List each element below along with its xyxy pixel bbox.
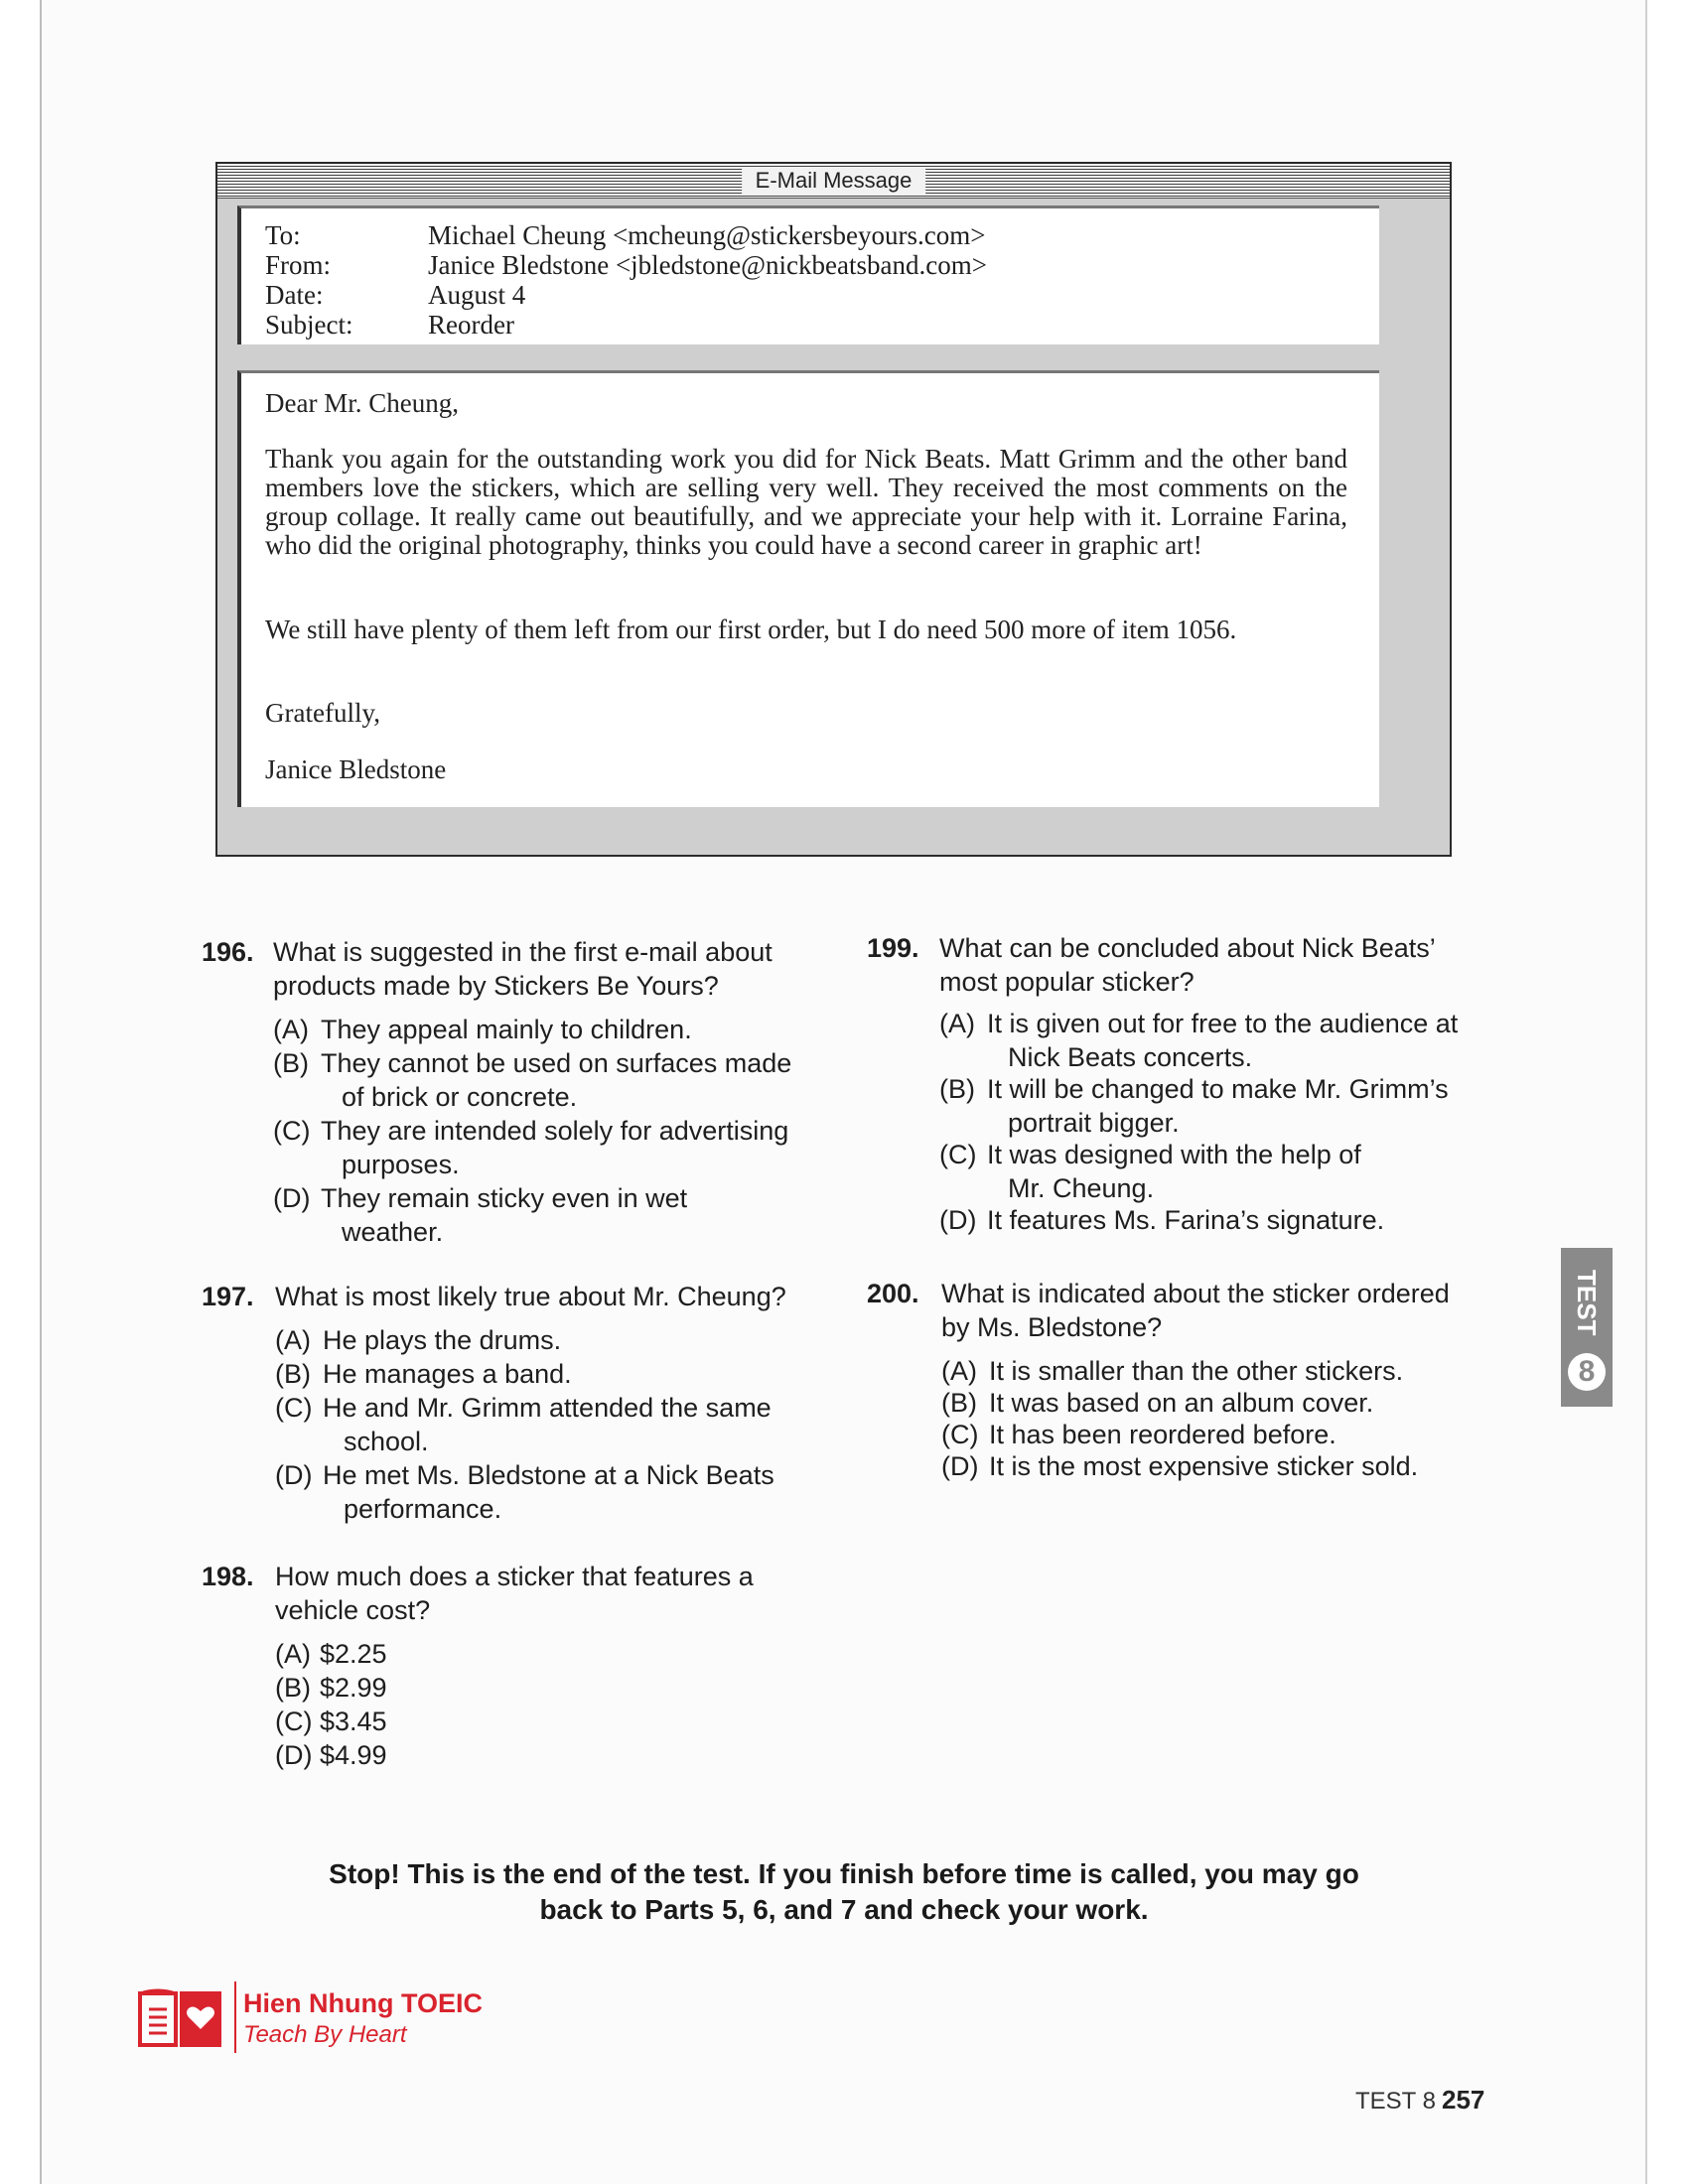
question-text-line: What is most likely true about Mr. Cheung? [275, 1282, 786, 1311]
test-side-tab [1561, 1248, 1613, 1407]
question-number: 200. [867, 1279, 919, 1308]
option-line: He and Mr. Grimm attended the same [323, 1393, 772, 1423]
question-text [275, 1280, 786, 1313]
option-letter: (A) [275, 1325, 311, 1355]
option-letter: (B) [275, 1359, 311, 1389]
from-label: From: [265, 250, 332, 280]
question-198 [202, 1560, 837, 1778]
question-number: 197. [202, 1282, 254, 1311]
email-window-title: E-Mail Message [742, 168, 926, 194]
option-text [321, 1181, 837, 1249]
option-text [323, 1458, 839, 1526]
email-window [215, 162, 1452, 857]
question-number: 198. [202, 1562, 254, 1591]
option-letter: (A) [273, 1015, 309, 1044]
option-letter: (C) [273, 1116, 311, 1146]
email-header [237, 205, 1379, 344]
option-line: He plays the drums. [323, 1325, 562, 1355]
option-text [320, 1671, 387, 1705]
question-text [939, 931, 1436, 999]
question-text-line: vehicle cost? [275, 1595, 431, 1625]
footer-test-label: TEST 8 [1355, 2088, 1436, 2115]
question-text [275, 1560, 754, 1627]
option-line: It is the most expensive sticker sold. [989, 1451, 1419, 1481]
end-of-test-line: back to Parts 5, 6, and 7 and check your work. [539, 1894, 1149, 1925]
option-text [989, 1418, 1545, 1451]
option-letter: (B) [939, 1074, 975, 1104]
date-value: August 4 [428, 280, 526, 310]
option-line: purposes. [342, 1150, 460, 1179]
option-text [987, 1072, 1543, 1140]
option-letter: (B) [273, 1048, 309, 1078]
option-letter: (A) [275, 1639, 311, 1669]
option-text [323, 1357, 839, 1391]
option-text [989, 1449, 1545, 1483]
question-text-line: by Ms. Bledstone? [941, 1312, 1163, 1342]
option-line: Mr. Cheung. [1008, 1173, 1155, 1203]
date-label: Date: [265, 280, 324, 310]
option-letter: (C) [275, 1706, 313, 1736]
email-signature: Janice Bledstone [265, 754, 447, 784]
question-text-line: products made by Stickers Be Yours? [273, 971, 719, 1001]
option-line: It has been reordered before. [989, 1420, 1336, 1449]
option-line: $2.99 [320, 1673, 387, 1703]
option-text [987, 1203, 1543, 1237]
option-line: $4.99 [320, 1740, 387, 1770]
option-line: It was based on an album cover. [989, 1388, 1374, 1418]
email-body [237, 370, 1379, 807]
option-line: portrait bigger. [1008, 1108, 1180, 1138]
option-text [320, 1637, 387, 1671]
question-200 [867, 1277, 1502, 1505]
option-line: school. [344, 1427, 429, 1456]
question-199 [867, 931, 1502, 1249]
question-196 [202, 935, 837, 1253]
option-line: He manages a band. [323, 1359, 572, 1389]
option-line: They appeal mainly to children. [321, 1015, 692, 1044]
option-letter: (D) [275, 1460, 313, 1490]
option-text [323, 1391, 839, 1458]
logo-divider [234, 1981, 236, 2053]
open-book-heart-icon [136, 1985, 225, 2053]
option-letter: (D) [273, 1183, 311, 1213]
option-text [323, 1323, 839, 1357]
question-text-line: What can be concluded about Nick Beats’ [939, 933, 1436, 963]
option-line: They cannot be used on surfaces made [321, 1048, 792, 1078]
option-line: weather. [342, 1217, 444, 1247]
question-text-line: What is indicated about the sticker ordered [941, 1279, 1450, 1308]
option-letter: (B) [941, 1388, 977, 1418]
option-line: It is smaller than the other stickers. [989, 1356, 1404, 1386]
option-letter: (C) [939, 1140, 977, 1169]
question-number: 196. [202, 937, 254, 967]
option-letter: (D) [941, 1451, 979, 1481]
option-line: He met Ms. Bledstone at a Nick Beats [323, 1460, 774, 1490]
page-number: 257 [1442, 2085, 1485, 2115]
option-text [321, 1046, 837, 1114]
question-text [941, 1277, 1450, 1344]
end-of-test-message [248, 1856, 1440, 1928]
option-text [321, 1114, 837, 1181]
logo-tagline: Teach By Heart [243, 2021, 407, 2048]
email-paragraph-2: We still have plenty of them left from our first order, but I do need 500 more of item 1056. [265, 614, 1237, 644]
question-text [273, 935, 773, 1003]
from-value: Janice Bledstone <jbledstone@nickbeatsband.com> [428, 250, 987, 280]
option-letter: (D) [275, 1740, 313, 1770]
option-text [320, 1705, 387, 1738]
option-line: of brick or concrete. [342, 1082, 578, 1112]
option-letter: (A) [941, 1356, 977, 1386]
option-text [989, 1354, 1545, 1388]
option-letter: (A) [939, 1009, 975, 1038]
option-line: It is given out for free to the audience at [987, 1009, 1459, 1038]
email-closing: Gratefully, [265, 698, 380, 728]
question-text-line: How much does a sticker that features a [275, 1562, 754, 1591]
option-line: $2.25 [320, 1639, 387, 1669]
option-line: They are intended solely for advertising [321, 1116, 789, 1146]
option-letter: (D) [939, 1205, 977, 1235]
question-text-line: What is suggested in the first e-mail about [273, 937, 773, 967]
option-text [987, 1138, 1543, 1205]
option-line: It features Ms. Farina’s signature. [987, 1205, 1385, 1235]
question-number: 199. [867, 933, 919, 963]
option-letter: (C) [275, 1393, 313, 1423]
option-text [987, 1007, 1543, 1074]
question-197 [202, 1280, 837, 1568]
option-text [989, 1386, 1545, 1420]
end-of-test-line: Stop! This is the end of the test. If you finish before time is called, you may go [329, 1858, 1359, 1889]
option-line: It will be changed to make Mr. Grimm’s [987, 1074, 1449, 1104]
email-paragraph-1: Thank you again for the outstanding work you did for Nick Beats. Matt Grimm and the other band members love the stickers, which are selling very well. They received the most comments on the group collage. It really came out beautifully, and we appreciate your help with it. Lorraine Farina, who did the original photography, thinks you could have a second career in graphic art! [265, 444, 1347, 560]
option-letter: (B) [275, 1673, 311, 1703]
logo-name: Hien Nhung TOEIC [243, 1988, 483, 2018]
option-letter: (C) [941, 1420, 979, 1449]
option-line: $3.45 [320, 1706, 387, 1736]
side-tab-number: 8 [1568, 1353, 1606, 1391]
option-text [321, 1013, 837, 1046]
option-line: They remain sticky even in wet [321, 1183, 688, 1213]
to-label: To: [265, 220, 301, 250]
option-line: Nick Beats concerts. [1008, 1042, 1253, 1072]
option-line: performance. [344, 1494, 502, 1524]
option-line: It was designed with the help of [987, 1140, 1361, 1169]
email-title-bar [217, 164, 1450, 199]
side-tab-label: TEST [1572, 1269, 1602, 1336]
question-text-line: most popular sticker? [939, 967, 1195, 997]
option-text [320, 1738, 387, 1772]
subject-value: Reorder [428, 310, 514, 340]
to-value: Michael Cheung <mcheung@stickersbeyours.com> [428, 220, 986, 250]
subject-label: Subject: [265, 310, 353, 340]
email-greeting: Dear Mr. Cheung, [265, 388, 459, 418]
